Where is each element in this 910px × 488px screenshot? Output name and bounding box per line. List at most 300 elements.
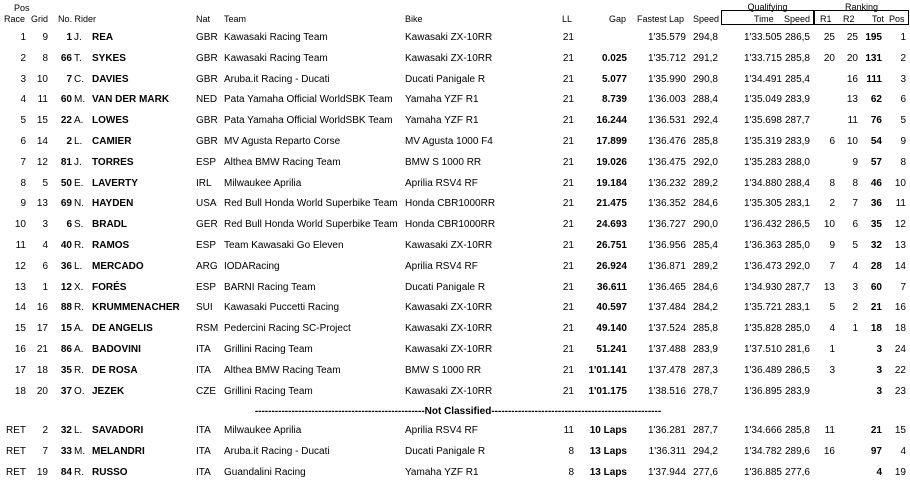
grid-cell: 2 [42,425,48,436]
ranking-pos-cell: 8 [900,156,906,168]
r2-cell: 1 [852,323,858,335]
r1-cell: 25 [823,32,835,43]
qualifying-speed-cell: 285,8 [784,425,810,436]
qualifying-time-cell: 1'35.698 [743,115,782,127]
bike-cell: Kawasaki ZX-10RR [405,52,493,64]
speed-cell: 294,2 [692,445,718,457]
race-pos-cell: 5 [20,115,26,127]
header-no-rider: No. Rider [58,14,97,24]
speed-cell: 285,4 [692,240,718,251]
grid-cell: 16 [36,302,48,314]
header-gap: Gap [608,14,626,24]
r2-cell: 5 [852,240,858,251]
speed-cell: 277,6 [692,466,718,478]
r1-cell: 6 [829,136,835,147]
qualifying-speed-cell: 283,9 [784,136,810,147]
grid-cell: 21 [36,344,48,355]
speed-cell: 278,7 [692,385,718,397]
team-cell: Pata Yamaha Official WorldSBK Team [224,115,393,127]
nat-cell: USA [196,198,217,210]
speed-cell: 285,8 [692,323,718,335]
rider-number-cell: 84 [60,466,72,478]
bike-cell: Kawasaki ZX-10RR [405,32,493,43]
team-cell: Milwaukee Aprilia [224,425,302,436]
rider-number-cell: 32 [60,425,72,436]
total-cell: 62 [870,94,882,106]
rider-number-cell: 50 [60,177,72,189]
result-row [0,240,910,261]
rider-name-cell: MERCADO [92,260,144,272]
bike-cell: BMW S 1000 RR [405,364,482,376]
grid-cell: 1 [42,281,48,293]
nat-cell: ITA [196,466,211,478]
rider-initial-cell: M. [74,445,86,457]
r1-cell: 20 [823,52,835,64]
rider-initial-cell: A. [74,323,84,335]
grid-cell: 17 [36,323,48,335]
bike-cell: Yamaha YZF R1 [405,115,479,127]
laps-cell: 21 [562,52,574,64]
qualifying-time-cell: 1'34.491 [743,73,782,85]
grid-cell: 5 [42,177,48,189]
rider-number-cell: 6 [66,219,72,231]
grid-cell: 4 [42,240,48,251]
not-classified-row [0,467,910,488]
r2-cell: 13 [846,94,858,106]
rider-initial-cell: L. [74,425,83,436]
fastest-lap-cell: 1'36.727 [647,219,686,231]
result-row [0,282,910,303]
nat-cell: ESP [196,156,217,168]
total-cell: 57 [870,156,882,168]
gap-cell: 26.924 [596,260,627,272]
r1-cell: 7 [829,260,835,272]
nat-cell: GBR [196,32,218,43]
header-race: Race [4,14,26,24]
total-cell: 54 [870,136,882,147]
rider-name-cell: SYKES [92,52,126,64]
total-cell: 131 [865,52,882,64]
header-q-time: Time [754,14,774,24]
header-q-speed: Speed [784,14,811,24]
race-pos-cell: 9 [20,198,26,210]
qualifying-speed-cell: 283,1 [784,198,810,210]
gap-cell: 8.739 [601,94,627,106]
nat-cell: GBR [196,115,218,127]
grid-cell: 6 [42,260,48,272]
rider-initial-cell: A. [74,115,84,127]
gap-cell: 26.751 [596,240,627,251]
header-fastest-lap: Fastest Lap [637,14,685,24]
laps-cell: 21 [562,115,574,127]
speed-cell: 291,2 [692,52,718,64]
header-grid: Grid [31,14,49,24]
ranking-pos-cell: 3 [900,73,906,85]
bike-cell: Kawasaki ZX-10RR [405,302,493,314]
race-pos-cell: 13 [14,281,26,293]
team-cell: Milwaukee Aprilia [224,177,302,189]
speed-cell: 292,4 [692,115,718,127]
ranking-pos-cell: 16 [894,302,906,314]
qualifying-time-cell: 1'36.363 [743,240,782,251]
result-row [0,261,910,282]
rider-number-cell: 15 [60,323,72,335]
r1-cell: 5 [829,302,835,314]
rider-number-cell: 1 [66,32,72,43]
team-cell: Kawasaki Racing Team [224,32,328,43]
bike-cell: Ducati Panigale R [405,73,486,85]
rider-initial-cell: R. [74,466,84,478]
r1-cell: 2 [829,198,835,210]
gap-cell: 0.025 [601,52,627,64]
speed-cell: 284,6 [692,281,718,293]
qualifying-time-cell: 1'35.049 [743,94,782,106]
r2-cell: 2 [852,302,858,314]
ranking-pos-cell: 6 [900,94,906,106]
bike-cell: BMW S 1000 RR [405,156,482,168]
gap-cell: 24.693 [596,219,627,231]
header-team: Team [224,14,247,24]
total-cell: 3 [876,385,882,397]
result-row [0,198,910,219]
fastest-lap-cell: 1'37.944 [647,466,686,478]
result-row [0,32,910,53]
gap-cell: 13 Laps [589,445,627,457]
team-cell: Red Bull Honda World Superbike Team [224,219,398,231]
header-speed: Speed [693,14,720,24]
rider-name-cell: REA [92,32,114,43]
total-cell: 35 [870,219,882,231]
header-qualifying: Qualifying [747,2,788,12]
gap-cell: 5.077 [601,73,627,85]
grid-cell: 19 [36,466,48,478]
qualifying-speed-cell: 285,8 [784,52,810,64]
r1-cell: 8 [829,177,835,189]
result-row [0,219,910,240]
rider-initial-cell: N. [74,198,84,210]
nat-cell: GER [196,219,218,231]
total-cell: 18 [870,323,882,335]
laps-cell: 21 [562,32,574,43]
nat-cell: ITA [196,425,211,436]
team-cell: Red Bull Honda World Superbike Team [224,198,398,210]
rider-name-cell: CAMIER [92,136,132,147]
result-row [0,94,910,115]
r2-cell: 20 [846,52,858,64]
rider-name-cell: HAYDEN [92,198,134,210]
rider-initial-cell: X. [74,281,84,293]
fastest-lap-cell: 1'36.956 [647,240,686,251]
team-cell: MV Agusta Reparto Corse [224,136,341,147]
laps-cell: 21 [562,323,574,335]
race-pos-cell: RET [6,425,26,436]
bike-cell: Aprilia RSV4 RF [405,260,478,272]
r1-cell: 13 [823,281,835,293]
race-pos-cell: 10 [14,219,26,231]
fastest-lap-cell: 1'37.524 [647,323,686,335]
ranking-pos-cell: 22 [894,364,906,376]
total-cell: 46 [870,177,882,189]
ranking-pos-cell: 5 [900,115,906,127]
race-pos-cell: 8 [20,177,26,189]
ranking-pos-cell: 19 [894,466,906,478]
bike-cell: Yamaha YZF R1 [405,94,479,106]
fastest-lap-cell: 1'36.871 [647,260,686,272]
ranking-pos-cell: 15 [894,425,906,436]
qualifying-speed-cell: 285,0 [784,240,810,251]
rider-initial-cell: R. [74,240,84,251]
qualifying-time-cell: 1'35.283 [743,156,782,168]
result-row [0,74,910,95]
header-rpos: Pos [889,14,905,24]
speed-cell: 287,7 [692,425,718,436]
header-r1: R1 [820,14,832,24]
race-pos-cell: 4 [20,94,26,106]
fastest-lap-cell: 1'36.476 [647,136,686,147]
r1-cell: 9 [829,240,835,251]
nat-cell: SUI [196,302,213,314]
ranking-pos-cell: 4 [900,445,906,457]
nat-cell: RSM [196,323,219,335]
r2-cell: 25 [846,32,858,43]
result-row [0,115,910,136]
header-r2: R2 [843,14,855,24]
gap-cell: 1'01.175 [588,385,627,397]
rider-initial-cell: E. [74,177,84,189]
fastest-lap-cell: 1'36.232 [647,177,686,189]
ranking-pos-cell: 9 [900,136,906,147]
bike-cell: Kawasaki ZX-10RR [405,385,493,397]
speed-cell: 283,9 [692,344,718,355]
rider-number-cell: 7 [66,73,72,85]
bike-cell: Ducati Panigale R [405,445,486,457]
qualifying-time-cell: 1'36.489 [743,364,782,376]
result-row [0,157,910,178]
laps-cell: 21 [562,73,574,85]
r2-cell: 7 [852,198,858,210]
laps-cell: 21 [562,364,574,376]
qualifying-time-cell: 1'36.885 [743,466,782,478]
header-pos: Pos [14,3,30,13]
laps-cell: 21 [562,94,574,106]
gap-cell: 13 Laps [589,466,627,478]
fastest-lap-cell: 1'36.281 [647,425,686,436]
not-classified-row [0,446,910,467]
rider-name-cell: JEZEK [92,385,125,397]
total-cell: 36 [870,198,882,210]
qualifying-time-cell: 1'34.880 [743,177,782,189]
ranking-pos-cell: 1 [900,32,906,43]
rider-name-cell: LOWES [92,115,129,127]
qualifying-time-cell: 1'36.473 [743,260,782,272]
speed-cell: 284,2 [692,302,718,314]
team-cell: Althea BMW Racing Team [224,156,341,168]
qualifying-speed-cell: 277,6 [784,466,810,478]
ranking-pos-cell: 18 [894,323,906,335]
ranking-pos-cell: 24 [894,344,906,355]
nat-cell: GBR [196,52,218,64]
gap-cell: 17.899 [596,136,627,147]
nat-cell: CZE [196,385,216,397]
grid-cell: 7 [42,445,48,457]
rider-number-cell: 33 [60,445,72,457]
laps-cell: 21 [562,136,574,147]
qualifying-speed-cell: 287,7 [784,281,810,293]
speed-cell: 287,3 [692,364,718,376]
gap-cell: 19.184 [596,177,627,189]
nat-cell: ESP [196,240,217,251]
total-cell: 76 [870,115,882,127]
qualifying-time-cell: 1'35.721 [743,302,782,314]
rider-name-cell: SAVADORI [92,425,144,436]
nat-cell: ARG [196,260,218,272]
gap-cell: 21.475 [596,198,627,210]
nat-cell: GBR [196,73,218,85]
speed-cell: 294,8 [692,32,718,43]
fastest-lap-cell: 1'37.478 [647,364,686,376]
total-cell: 32 [870,240,882,251]
race-pos-cell: RET [6,466,26,478]
nat-cell: NED [196,94,218,106]
nat-cell: ITA [196,445,211,457]
gap-cell: 49.140 [596,323,627,335]
r2-cell: 8 [852,177,858,189]
result-row [0,386,910,407]
result-row [0,344,910,365]
qualifying-time-cell: 1'34.666 [743,425,782,436]
grid-cell: 3 [42,219,48,231]
grid-cell: 9 [42,32,48,43]
fastest-lap-cell: 1'37.484 [647,302,686,314]
team-cell: Kawasaki Racing Team [224,52,328,64]
header-bike: Bike [405,14,423,24]
fastest-lap-cell: 1'35.990 [647,73,686,85]
team-cell: IODARacing [224,260,280,272]
laps-cell: 11 [563,425,574,436]
race-pos-cell: 3 [20,73,26,85]
grid-cell: 8 [42,52,48,64]
race-pos-cell: 12 [14,260,26,272]
speed-cell: 284,6 [692,198,718,210]
laps-cell: 21 [562,198,574,210]
qualifying-time-cell: 1'35.828 [743,323,782,335]
laps-cell: 21 [562,177,574,189]
bike-cell: Kawasaki ZX-10RR [405,240,493,251]
qualifying-time-cell: 1'36.895 [743,385,782,397]
gap-cell: 19.026 [596,156,627,168]
total-cell: 21 [870,425,882,436]
team-cell: Team Kawasaki Go Eleven [224,240,344,251]
rider-name-cell: VAN DER MARK [92,94,170,106]
r1-cell: 11 [824,425,835,436]
rider-initial-cell: M. [74,94,86,106]
r2-cell: 16 [846,73,858,85]
grid-cell: 14 [36,136,48,147]
header-tot: Tot [872,14,885,24]
rider-initial-cell: T. [74,52,82,64]
r2-cell: 4 [852,260,858,272]
bike-cell: Aprilia RSV4 RF [405,425,478,436]
qualifying-speed-cell: 288,4 [784,177,810,189]
qualifying-speed-cell: 285,0 [784,323,810,335]
rider-initial-cell: R. [74,364,84,376]
result-row [0,302,910,323]
bike-cell: Yamaha YZF R1 [405,466,479,478]
r1-cell: 4 [829,323,835,335]
rider-name-cell: TORRES [92,156,134,168]
team-cell: Aruba.it Racing - Ducati [224,445,330,457]
fastest-lap-cell: 1'37.488 [647,344,686,355]
rider-initial-cell: J. [74,156,82,168]
bike-cell: Kawasaki ZX-10RR [405,323,493,335]
header-nat: Nat [196,14,211,24]
grid-cell: 18 [36,364,48,376]
rider-name-cell: LAVERTY [92,177,138,189]
qualifying-speed-cell: 286,5 [784,219,810,231]
team-cell: Aruba.it Racing - Ducati [224,73,330,85]
total-cell: 60 [870,281,882,293]
rider-name-cell: DE ANGELIS [92,323,153,335]
rider-initial-cell: C. [74,73,84,85]
fastest-lap-cell: 1'36.311 [648,445,686,457]
rider-name-cell: RAMOS [92,240,130,251]
nat-cell: GBR [196,136,218,147]
laps-cell: 21 [562,344,574,355]
not-classified-row [0,425,910,446]
result-row [0,365,910,386]
grid-cell: 20 [36,385,48,397]
gap-cell: 10 Laps [589,425,627,436]
r2-cell: 9 [852,156,858,168]
ranking-pos-cell: 23 [894,385,906,397]
qualifying-time-cell: 1'36.432 [743,219,782,231]
qualifying-speed-cell: 283,1 [784,302,810,314]
ranking-pos-cell: 14 [894,260,906,272]
speed-cell: 290,8 [692,73,718,85]
qualifying-speed-cell: 286,5 [784,364,810,376]
qualifying-speed-cell: 292,0 [784,260,810,272]
nat-cell: ESP [196,281,217,293]
laps-cell: 21 [562,240,574,251]
laps-cell: 21 [562,156,574,168]
total-cell: 195 [865,32,882,43]
result-row [0,178,910,199]
qualifying-speed-cell: 283,9 [784,385,810,397]
result-row [0,53,910,74]
qualifying-time-cell: 1'33.505 [743,32,782,43]
ranking-pos-cell: 13 [894,240,906,251]
rider-initial-cell: J. [74,32,82,43]
rider-number-cell: 66 [60,52,72,64]
ranking-pos-cell: 2 [900,52,906,64]
qualifying-speed-cell: 285,4 [784,73,810,85]
header-ranking: Ranking [844,2,879,12]
r1-cell: 1 [829,344,835,355]
nat-cell: ITA [196,364,211,376]
fastest-lap-cell: 1'38.516 [647,385,686,397]
race-pos-cell: 17 [14,364,26,376]
team-cell: Pedercini Racing SC-Project [224,323,351,335]
ranking-pos-cell: 12 [894,219,906,231]
gap-cell: 51.241 [596,344,627,355]
ranking-pos-cell: 7 [900,281,906,293]
r1-cell: 10 [823,219,835,231]
laps-cell: 8 [568,466,574,478]
ranking-pos-cell: 10 [894,177,906,189]
fastest-lap-cell: 1'36.465 [647,281,686,293]
race-pos-cell: 18 [14,385,26,397]
qualifying-speed-cell: 287,7 [784,115,810,127]
